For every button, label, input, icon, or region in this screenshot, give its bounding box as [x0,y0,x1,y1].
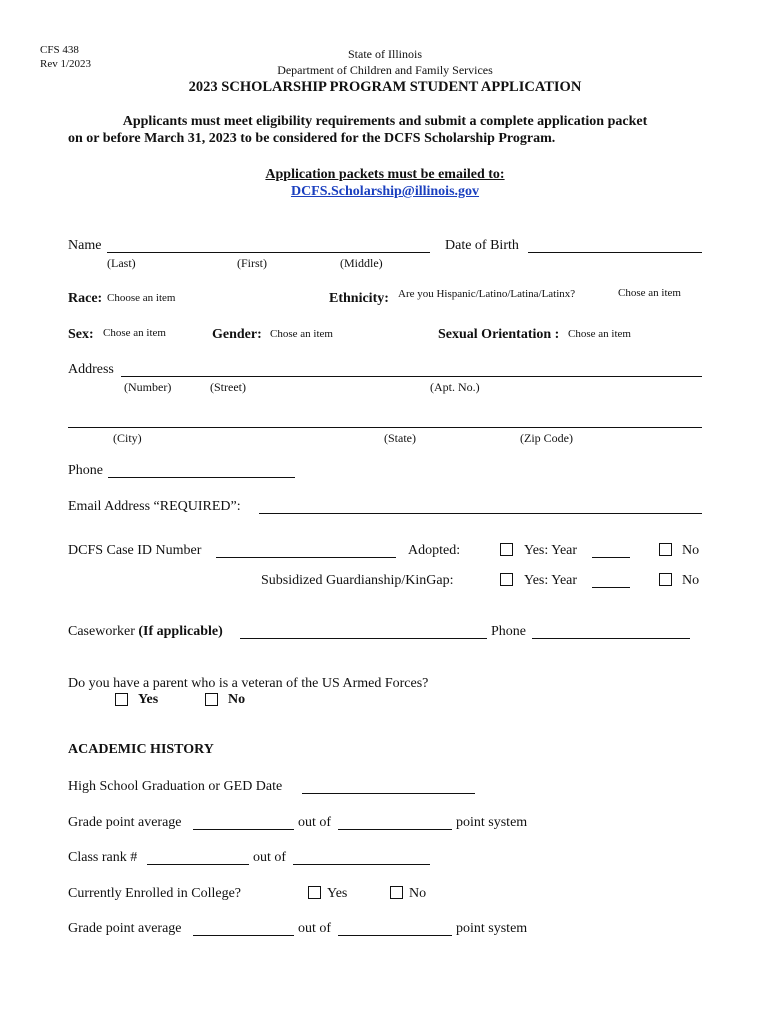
guardianship-no-label: No [682,573,700,588]
academic-history-heading: ACADEMIC HISTORY [68,742,214,757]
veteran-no-checkbox[interactable] [205,693,218,706]
caseworker-label-text: Caseworker [68,624,135,639]
caseworker-if-applicable: (If applicable) [138,624,223,639]
address-street-caption: (Street) [210,380,246,394]
adopted-label: Adopted: [408,543,461,558]
name-first-caption: (First) [237,256,267,270]
address-zip-caption: (Zip Code) [520,431,573,445]
veteran-yes-label: Yes [138,692,159,707]
adopted-yes-checkbox[interactable] [500,543,513,556]
address-city-field[interactable] [68,427,702,428]
gender-dropdown[interactable]: Chose an item [270,328,333,340]
address-state-caption: (State) [384,431,416,445]
phone-label: Phone [68,463,103,478]
college-gpa-scale-field[interactable] [338,935,452,936]
guardianship-label: Subsidized Guardianship/KinGap: [261,573,454,588]
case-id-field[interactable] [216,557,396,558]
page-title: 2023 SCHOLARSHIP PROGRAM STUDENT APPLICATION [188,79,582,95]
form-revision: Rev 1/2023 [40,58,92,70]
gender-label: Gender: [212,327,262,342]
enrolled-yes-checkbox[interactable] [308,886,321,899]
class-rank-label: Class rank # [68,850,138,865]
address-street-field[interactable] [121,376,702,377]
hs-gpa-point-system-label: point system [456,815,528,830]
case-id-label: DCFS Case ID Number [68,543,202,558]
veteran-question: Do you have a parent who is a veteran of the US Armed Forces? [68,676,429,691]
adopted-no-checkbox[interactable] [659,543,672,556]
address-apt-caption: (Apt. No.) [430,380,480,394]
name-field[interactable] [107,252,430,253]
sex-dropdown[interactable]: Chose an item [103,327,166,339]
caseworker-field[interactable] [240,638,487,639]
submission-email-wrap [0,184,770,200]
address-number-caption: (Number) [124,380,172,394]
ethnicity-question: Are you Hispanic/Latino/Latina/Latinx? [398,288,576,300]
class-size-field[interactable] [293,864,430,865]
enrolled-yes-label: Yes [327,886,348,901]
race-dropdown[interactable]: Choose an item [107,292,176,304]
hs-gpa-label: Grade point average [68,815,182,830]
guardianship-year-field[interactable] [592,587,630,588]
enrolled-no-checkbox[interactable] [390,886,403,899]
eligibility-text-line2: on or before March 31, 2023 to be considered for the DCFS Scholarship Program. [68,131,556,146]
class-rank-field[interactable] [147,864,249,865]
hs-gpa-scale-field[interactable] [338,829,452,830]
sex-label: Sex: [68,327,94,342]
phone-field[interactable] [108,477,295,478]
graduation-date-label: High School Graduation or GED Date [68,779,283,794]
ethnicity-label: Ethnicity: [329,291,389,306]
race-label: Race: [68,291,103,306]
eligibility-text-line1: Applicants must meet eligibility requirements and submit a complete application packet [122,114,648,129]
caseworker-phone-field[interactable] [532,638,690,639]
guardianship-no-checkbox[interactable] [659,573,672,586]
orientation-dropdown[interactable]: Chose an item [568,328,631,340]
orientation-label: Sexual Orientation : [438,327,560,342]
college-gpa-point-system-label: point system [456,921,528,936]
address-label: Address [68,362,114,377]
adopted-no-label: No [682,543,700,558]
hs-gpa-out-of-label: out of [298,815,332,830]
enrolled-college-label: Currently Enrolled in College? [68,886,242,901]
submission-email-link[interactable]: DCFS.Scholarship@illinois.gov [290,184,480,199]
veteran-yes-checkbox[interactable] [115,693,128,706]
college-gpa-out-of-label: out of [298,921,332,936]
hs-gpa-field[interactable] [193,829,294,830]
email-label: Email Address “REQUIRED”: [68,499,241,514]
graduation-date-field[interactable] [302,793,475,794]
enrolled-no-label: No [409,886,427,901]
email-notice: Application packets must be emailed to: [265,167,505,182]
address-city-caption: (City) [113,431,142,445]
dob-field[interactable] [528,252,702,253]
dob-label: Date of Birth [445,238,519,253]
email-field[interactable] [259,513,702,514]
department-name: Department of Children and Family Services [277,63,493,77]
college-gpa-label: Grade point average [68,921,182,936]
name-middle-caption: (Middle) [340,256,383,270]
form-code: CFS 438 [40,44,79,56]
college-gpa-field[interactable] [193,935,294,936]
guardianship-yes-year-label: Yes: Year [524,573,578,588]
class-rank-out-of-label: out of [253,850,287,865]
guardianship-yes-checkbox[interactable] [500,573,513,586]
ethnicity-dropdown[interactable]: Chose an item [618,287,681,299]
state-name: State of Illinois [348,47,422,61]
name-last-caption: (Last) [107,256,136,270]
name-label: Name [68,238,102,253]
caseworker-phone-label: Phone [491,624,526,639]
adopted-year-field[interactable] [592,557,630,558]
veteran-no-label: No [228,692,246,707]
caseworker-label [68,624,223,640]
adopted-yes-year-label: Yes: Year [524,543,578,558]
